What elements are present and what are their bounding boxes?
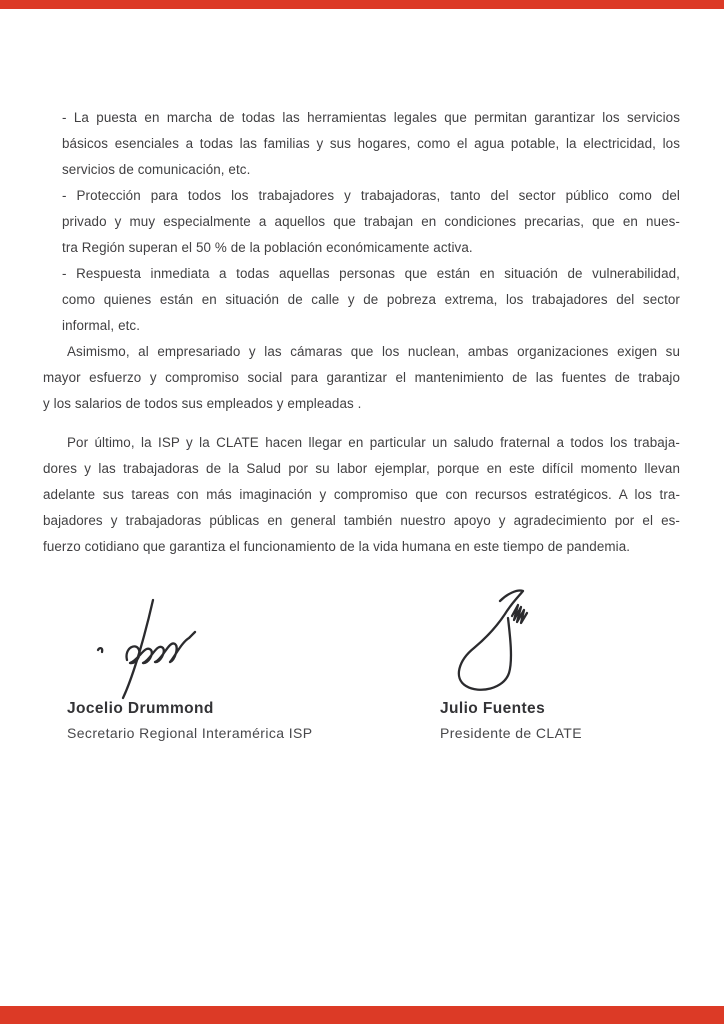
text-line: básicos esenciales a todas las familias y sus hogares, como el agua potable, la electricidad, los	[62, 136, 680, 151]
signatory-name: Jocelio Drummond	[67, 700, 214, 717]
text-line: bajadores y trabajadoras públicas en general también nuestro apoyo y agradecimiento por el es-	[43, 513, 680, 528]
text-line: tra Región superan el 50 % de la población económicamente activa.	[62, 240, 473, 255]
text-line: - Protección para todos los trabajadores y trabajadoras, tanto del sector público como del	[62, 188, 680, 203]
signature-block-right	[440, 699, 582, 742]
signatory-name: Julio Fuentes	[440, 700, 546, 717]
letter-paragraphs	[43, 105, 680, 560]
paragraph	[62, 183, 680, 261]
text-line: - Respuesta inmediata a todas aquellas personas que están en situación de vulnerabilidad,	[62, 266, 680, 281]
paragraph	[43, 339, 680, 417]
text-line: - La puesta en marcha de todas las herramientas legales que permitan garantizar los servicios	[62, 110, 680, 125]
signature-block-left	[67, 699, 313, 742]
bottom-accent-bar	[0, 1006, 724, 1024]
signatory-title: Secretario Regional Interamérica ISP	[67, 725, 313, 741]
text-line: servicios de comunicación, etc.	[62, 162, 251, 177]
text-line: fuerzo cotidiano que garantiza el funcionamiento de la vida humana en este tiempo de pandemia.	[43, 539, 631, 554]
text-line: privado y muy especialmente a aquellos que trabajan en condiciones precarias, que en nues-	[62, 214, 680, 229]
text-line: informal, etc.	[62, 318, 141, 333]
text-line: como quienes están en situación de calle y de pobreza extrema, los trabajadores del sector	[62, 292, 680, 307]
paragraph	[43, 430, 680, 560]
paragraph	[62, 105, 680, 183]
text-line: dores y las trabajadoras de la Salud por su labor ejemplar, porque en este difícil momento llevan	[43, 461, 680, 476]
paragraph	[62, 261, 680, 339]
drummond-handwritten-signature-icon	[90, 598, 198, 700]
fuentes-handwritten-signature-icon	[450, 585, 550, 699]
signatory-title: Presidente de CLATE	[440, 725, 582, 741]
text-line: mayor esfuerzo y compromiso social para garantizar el mantenimiento de las fuentes de trabajo	[43, 370, 680, 385]
top-accent-bar	[0, 0, 724, 9]
text-line: adelante sus tareas con más imaginación y compromiso que con recursos estratégicos. A los tra-	[43, 487, 680, 502]
text-line: Por último, la ISP y la CLATE hacen llegar en particular un saludo fraternal a todos los trabaja-	[67, 435, 680, 450]
letter-body	[43, 105, 680, 560]
text-line: Asimismo, al empresariado y las cámaras que los nuclean, ambas organizaciones exigen su	[67, 344, 680, 359]
text-line: y los salarios de todos sus empleados y empleadas .	[43, 396, 362, 411]
